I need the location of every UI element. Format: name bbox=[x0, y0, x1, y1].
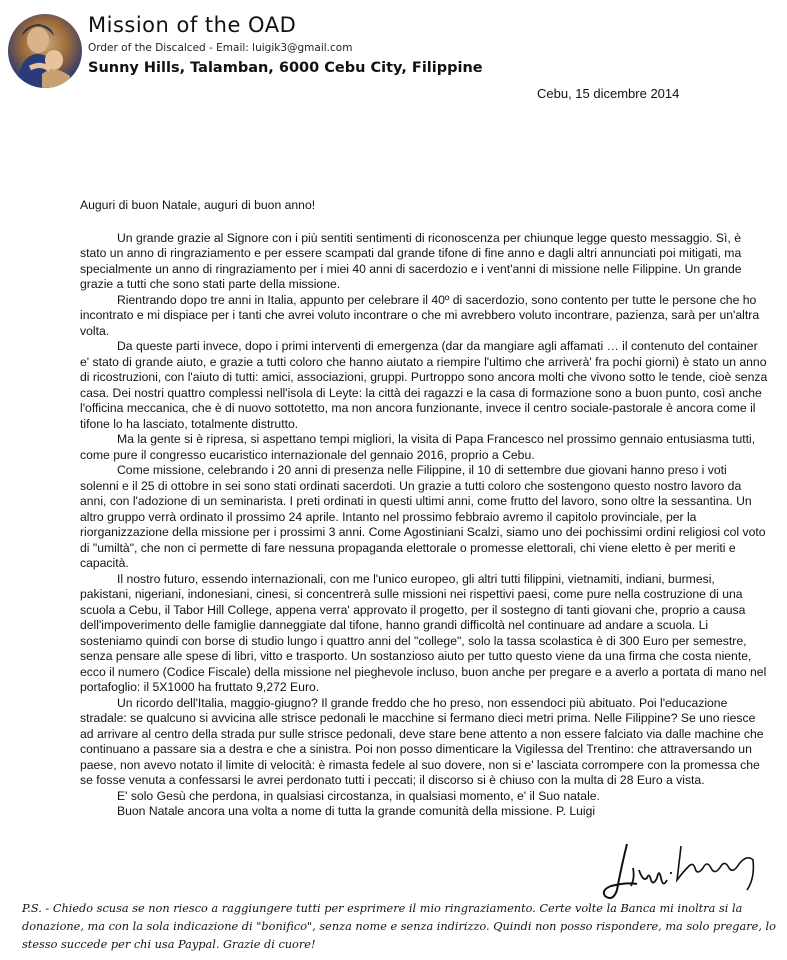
closing-line: Buon Natale ancora una volta a nome di tutta la grande comunità della missione. P. Luigi bbox=[117, 804, 596, 818]
paragraph: Il nostro futuro, essendo internazionali, con me l'unico europeo, gli altri tutti filippini, vietnamiti, indiani, burmesi, pakistani, nigeriani, indonesiani, cinesi, si concentrerà sulle missioni nei rispettivi paesi, come pure nella costruzione di una scuola a Cebu, il Tabor Hill College, appena verra' approvato il progetto, per il sostegno di tanti giovani che, proprio a causa dell'impoverimento delle famiglie danneggiate dal tifone, hanno grandi difficoltà nel continuare ad andare a scuola. Li sosteniamo quindi con borse di studio lungo i quattro anni del "college", solo la tassa scolastica è di 300 Euro per semestre, senza pensare alle spese di libri, vitto e trasporto. Un sostanzioso aiuto per tutto questo viene da una firma che costa niente, ecco il numero (Codice Fiscale) della missione nel pieghevole incluso, buon anche per pregare e a averlo a portata di mano nel portafoglio: il 5X1000 ha fruttato 9,272 Euro. bbox=[80, 571, 767, 694]
organization-title: Mission of the OAD bbox=[88, 13, 297, 37]
letter-body bbox=[80, 198, 768, 820]
organization-address: Sunny Hills, Talamban, 6000 Cebu City, Filippine bbox=[88, 60, 483, 76]
paragraph: Da queste parti invece, dopo i primi interventi di emergenza (dar da mangiare agli affamati … il contenuto del container e' stato di grande aiuto, e grazie a tutti coloro che hanno aiutato a riempire l'ultimo che arriverà' fra pochi giorni) è stato un anno di ricostruzioni, con l'aiuto di tutti: amici, associazioni, gruppi. Purtroppo sono ancora molti che vivono sotto le tende, cioè senza casa. Dei nostri quattro complessi nell'isola di Leyte: la città dei ragazzi e la casa di formazione sono a buon punto, così anche l'officina meccanica, che è di nuovo sottotetto, ma non ancora funzionante, invece il centro sociale-pastorale è ancora come il tifone lo ha lasciato, totalmente distrutto. bbox=[80, 339, 768, 431]
paragraph: Rientrando dopo tre anni in Italia, appunto per celebrare il 40º di sacerdozio, sono contento per tutte le persone che ho incontrato e mi dispiace per i tanti che avrei voluto incontrare o che mi avrebbero voluto incontrare, pazienza, sarà per un'altra volta. bbox=[80, 292, 760, 338]
organization-info bbox=[88, 12, 483, 77]
paragraph: Un ricordo dell'Italia, maggio-giugno? Il grande freddo che ho preso, non essendoci più abituato. Poi l'educazione stradale: se qualcuno si avvicina alle strisce pedonali le macchine si fermano dieci metri prima. Nelle Filippine? Se uno riesce ad arrivare al centro della strada pur sulle strisce pedonali, deve stare bene attento a non essere falciato via dalle machine che continuano a passare sia a destra e che a sinistra. Poi non posso dimenticare la Vigilessa del Trentino: che attraversando un paese, non avevo notato il limite di velocità: è rimasta fedele al suo dovere, non si e' lasciata corrompere con la promessa che se fosse venuta a confessarsi le avrei perdonato tutti i peccati; il discorso si è chiuso con la multa di 28 Euro a vista. bbox=[80, 695, 764, 787]
paragraph: Un grande grazie al Signore con i più sentiti sentimenti di riconoscenza per chiunque legge questo messaggio. Sì, è stato un anno di ringraziamento e per essere scampati dal grande tifone di fine anno e dagli altri annunciati poi mitigati, ma specialmente un anno di ringraziamento per i miei 40 anni di sacerdozio e i vent'anni di missione nelle Filippine. Un grande grazie a tutti che sono stati parte della missione. bbox=[80, 230, 742, 291]
paragraph: Ma la gente si è ripresa, si aspettano tempi migliori, la visita di Papa Francesco nel prossimo gennaio entusiasma tutti, come pure il congresso eucaristico internazionale del gennaio 2016, proprio a Cebu. bbox=[80, 432, 756, 462]
organization-subtitle: Order of the Discalced - Email: luigik3@gmail.com bbox=[88, 42, 353, 54]
handwritten-signature bbox=[597, 838, 762, 908]
madonna-and-child-icon bbox=[8, 14, 82, 88]
letter-date: Cebu, 15 dicembre 2014 bbox=[537, 86, 680, 101]
paragraph: E' solo Gesù che perdona, in qualsiasi circostanza, in qualsiasi momento, e' il Suo natale. bbox=[117, 788, 600, 803]
greeting: Auguri di buon Natale, auguri di buon anno! bbox=[80, 198, 316, 212]
paragraph: Come missione, celebrando i 20 anni di presenza nelle Filippine, il 10 di settembre due giovani hanno preso i voti solenni e il 25 di ottobre in sei sono stati ordinati sacerdoti. Un grazie a tutti coloro che sostengono questo nostro lavoro da anni, con l'adozione di un seminarista. I preti ordinati in questi ultimi anni, come frutto del lavoro, sono oltre la sessantina. Un altro gruppo verrà ordinato il prossimo 24 aprile. Intanto nel prossimo febbraio avremo il capitolo provinciale, per la riorganizzazione della missione per i prossimi 3 anni. Come Agostiniani Scalzi, siamo uno dei pochissimi ordini religiosi col voto di "umiltà", che non ci permette di fare nessuna propaganda elettorale o promesse elettorali, chi viene eletto è per meriti e capacità. bbox=[80, 463, 766, 570]
postscript: P.S. - Chiedo scusa se non riesco a raggiungere tutti per esprimere il mio ringraziamento. Certe volte la Banca mi inoltra si la donazione, ma con la sola indicazione di "bonifico", senza nome e senza indirizzo. Quindi non posso rispondere, ma solo pregare, lo stesso succede per chi usa Paypal. Grazie di cuore! bbox=[22, 902, 776, 951]
